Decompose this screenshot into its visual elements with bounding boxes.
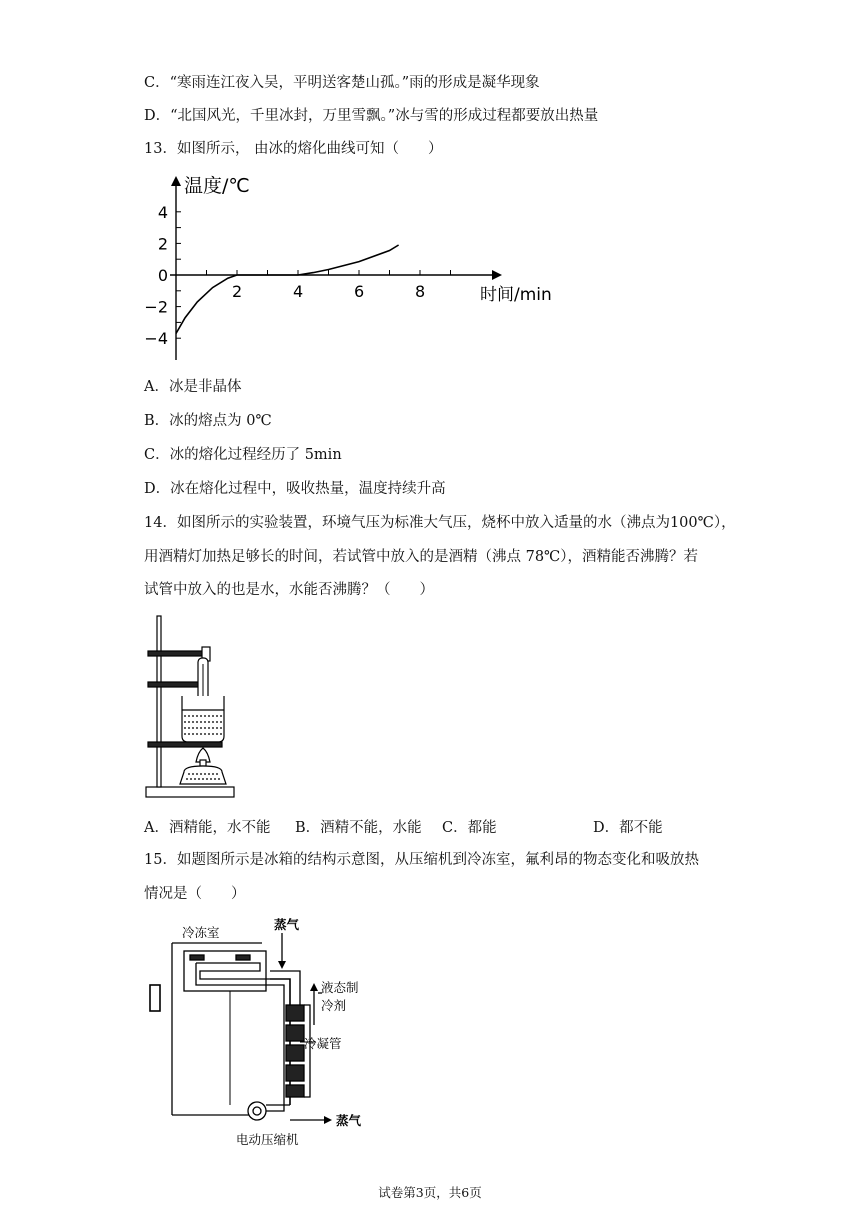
q13-option-b: B．冰的熔点为 0℃ bbox=[144, 413, 272, 429]
condenser-block bbox=[286, 1065, 304, 1081]
q12-option-c: C．“寒雨连江夜入吴，平明送客楚山孤。”雨的形成是凝华现象 bbox=[144, 75, 540, 91]
condenser-block bbox=[286, 1085, 304, 1097]
q13-option-c: C．冰的熔化过程经历了 5min bbox=[144, 447, 342, 463]
stand-base bbox=[146, 787, 234, 797]
condenser-pipe bbox=[270, 971, 300, 1005]
temperature-curve bbox=[176, 245, 399, 334]
q14-option-a: A．酒精能，水不能 bbox=[144, 820, 271, 836]
alcohol-lamp bbox=[180, 766, 226, 784]
q14-option-c: C．都能 bbox=[442, 820, 497, 836]
y-tick-label: −4 bbox=[144, 329, 168, 349]
condenser-block bbox=[286, 1025, 304, 1041]
y-axis-arrow bbox=[171, 176, 181, 186]
q15-stem-line-2: 情况是（ ） bbox=[144, 886, 246, 902]
q14-stem-line-3: 试管中放入的也是水，水能否沸腾？（ ） bbox=[144, 582, 434, 598]
q14-options bbox=[144, 816, 704, 836]
q15-stem-line-1: 15．如题图所示是冰箱的结构示意图，从压缩机到冷冻室，氟利昂的物态变化和吸放热 bbox=[144, 852, 699, 868]
y-tick-label: 0 bbox=[157, 266, 168, 285]
page-footer: 试卷第3页，共6页 bbox=[378, 1185, 482, 1200]
q12-option-d: D．“北国风光，千里冰封，万里雪飘。”冰与雪的形成过程都要放出热量 bbox=[144, 108, 599, 124]
q14-stem-line-2: 用酒精灯加热足够长的时间，若试管中放入的是酒精（沸点 78℃），酒精能否沸腾？若 bbox=[144, 549, 699, 565]
stand-rod bbox=[157, 616, 161, 787]
x-axis-label: 时间/min bbox=[480, 285, 552, 305]
vapor-top-arrowhead bbox=[278, 961, 286, 969]
y-axis-label: 温度/℃ bbox=[184, 175, 250, 197]
label-vapor-top: 蒸气 bbox=[274, 917, 300, 932]
label-liquid-line-2: 冷剂 bbox=[321, 998, 347, 1013]
melting-curve-chart bbox=[140, 168, 570, 368]
lamp-wick bbox=[200, 760, 206, 766]
x-tick-label: 2 bbox=[232, 282, 243, 301]
refrigerator-diagram bbox=[140, 915, 380, 1155]
q13-option-d: D．冰在熔化过程中，吸收热量，温度持续升高 bbox=[144, 481, 446, 497]
beaker bbox=[182, 696, 224, 742]
middle-clamp bbox=[148, 682, 206, 687]
label-compressor: 电动压缩机 bbox=[236, 1132, 299, 1147]
liquid-arrowhead bbox=[310, 983, 318, 991]
x-tick-label: 6 bbox=[354, 282, 365, 301]
inner-pipe bbox=[270, 985, 284, 1099]
q13-option-a: A．冰是非晶体 bbox=[144, 379, 242, 395]
label-liquid-line-1: 液态制 bbox=[321, 980, 359, 995]
label-vapor-bottom: 蒸气 bbox=[336, 1113, 362, 1128]
q13-stem: 13．如图所示， 由冰的熔化曲线可知（ ） bbox=[144, 141, 443, 157]
boiling-apparatus-figure bbox=[140, 612, 240, 802]
freezer-top-block bbox=[190, 955, 204, 960]
condenser-outline bbox=[304, 1005, 310, 1097]
label-condenser: 冷凝管 bbox=[304, 1036, 342, 1051]
door-handle bbox=[150, 985, 160, 1011]
y-tick-label: 2 bbox=[157, 234, 168, 254]
vapor-bottom-arrowhead bbox=[324, 1116, 332, 1124]
ring-clamp bbox=[148, 742, 222, 747]
compressor bbox=[248, 1102, 266, 1120]
y-tick-label: −2 bbox=[144, 297, 168, 317]
y-tick-label: 4 bbox=[157, 202, 168, 222]
label-freezer: 冷冻室 bbox=[182, 925, 220, 940]
x-axis-arrow bbox=[492, 270, 502, 280]
condenser-block bbox=[286, 1045, 304, 1061]
q14-stem-line-1: 14．如图所示的实验装置，环境气压为标准大气压，烧杯中放入适量的水（沸点为100℃）， bbox=[144, 515, 736, 531]
x-tick-labels bbox=[232, 282, 425, 301]
x-tick-label: 8 bbox=[415, 282, 426, 301]
condenser-block bbox=[286, 1005, 304, 1021]
top-clamp bbox=[148, 651, 208, 656]
q14-option-d: D．都不能 bbox=[593, 820, 663, 836]
x-tick-label: 4 bbox=[293, 282, 304, 301]
q14-option-b: B．酒精不能，水能 bbox=[295, 820, 422, 836]
freezer-top-block bbox=[236, 955, 250, 960]
y-tick-labels bbox=[144, 203, 168, 348]
